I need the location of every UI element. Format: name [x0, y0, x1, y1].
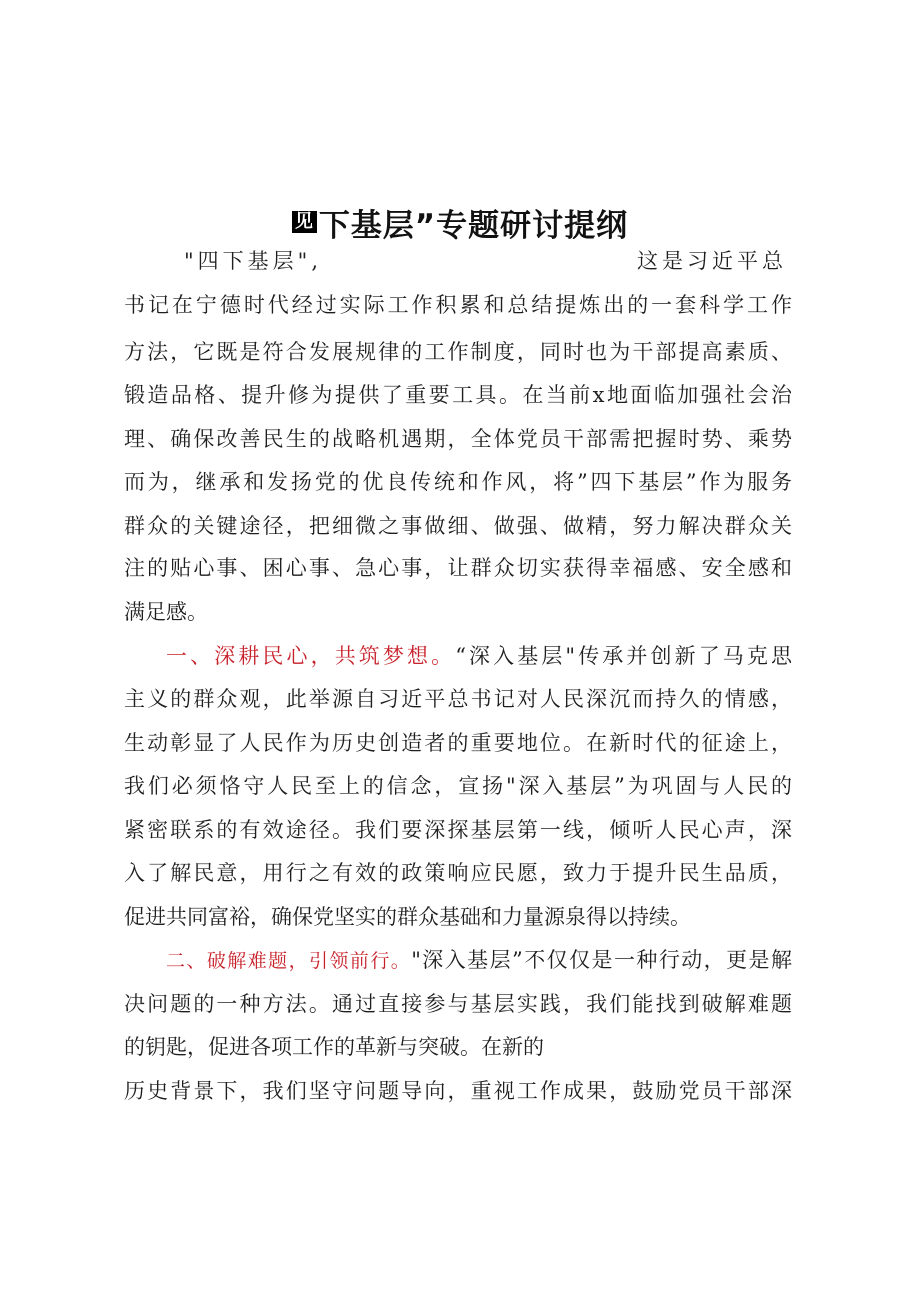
intro-line: 而为，继承和发扬党的优良传统和作风，将”四下基层”作为服务 — [124, 470, 792, 494]
section1-line: 紧密联系的有效途径。我们要深探基层第一线，倾听人民心声，深 — [124, 818, 792, 842]
section1-line: 入了解民意，用行之有效的政策响应民愿，致力于提升民生品质， — [124, 861, 792, 885]
intro-last-line: 满足感。 — [124, 600, 208, 624]
section2-partial-line: 的钥匙，促进各项工作的革新与突破。在新的 — [124, 1035, 544, 1059]
title-box-char: 见 — [292, 211, 317, 233]
section2-first-line-text: "深入基层”不仅仅是一种行动，更是解 — [411, 948, 792, 972]
title-text: 下基层”专题研讨提纲 — [318, 208, 629, 244]
section1-first-line-text: “深入基层"传承并创新了马克思 — [455, 644, 792, 668]
section1-line: 我们必须恪守人民至上的信念，宣扬"深入基层”为巩固与人民的 — [124, 774, 792, 798]
section1-line: 生动彰显了人民作为历史创造者的重要地位。在新时代的征途上， — [124, 731, 792, 755]
section2-continued-line: 历史背景下，我们坚守问题导向，重视工作成果，鼓励党员干部深 — [124, 1079, 792, 1103]
section1-heading: 一、深耕民心，共筑梦想。 — [166, 644, 456, 668]
intro-line: 群众的关键途径，把细微之事做细、做强、做精，努力解决群众关 — [124, 514, 792, 538]
section1-first-line — [166, 641, 792, 671]
section2-first-line — [166, 945, 792, 976]
intro-line: 注的贴心事、困心事、急心事，让群众切实获得幸福感、安全感和 — [124, 556, 792, 580]
intro-line: 书记在宁德时代经过实际工作积累和总结提炼出的一套科学工作 — [124, 293, 792, 317]
document-title — [0, 200, 920, 245]
section1-line: 主义的群众观，此举源自习近平总书记对人民深沉而持久的情感， — [124, 687, 792, 711]
intro-line: 理、确保改善民生的战略机遇期，全体党员干部需把握时势、乘势 — [124, 427, 792, 451]
intro-line: 方法，它既是符合发展规律的工作制度，同时也为干部提高素质、 — [124, 340, 792, 364]
section2-line: 决问题的一种方法。通过直接参与基层实践，我们能找到破解难题 — [124, 992, 792, 1016]
intro-line: 锻造品格、提升修为提供了重要工具。在当前x地面临加强社会治 — [124, 383, 792, 407]
section2-heading: 二、破解难题，引领前行。 — [166, 950, 412, 972]
intro-line-1-right: 这是习近平总 — [637, 249, 787, 273]
section1-last-line: 促进共同富裕，确保党坚实的群众基础和力量源泉得以持续。 — [124, 905, 691, 929]
intro-quote: "四下基层", — [184, 249, 322, 273]
